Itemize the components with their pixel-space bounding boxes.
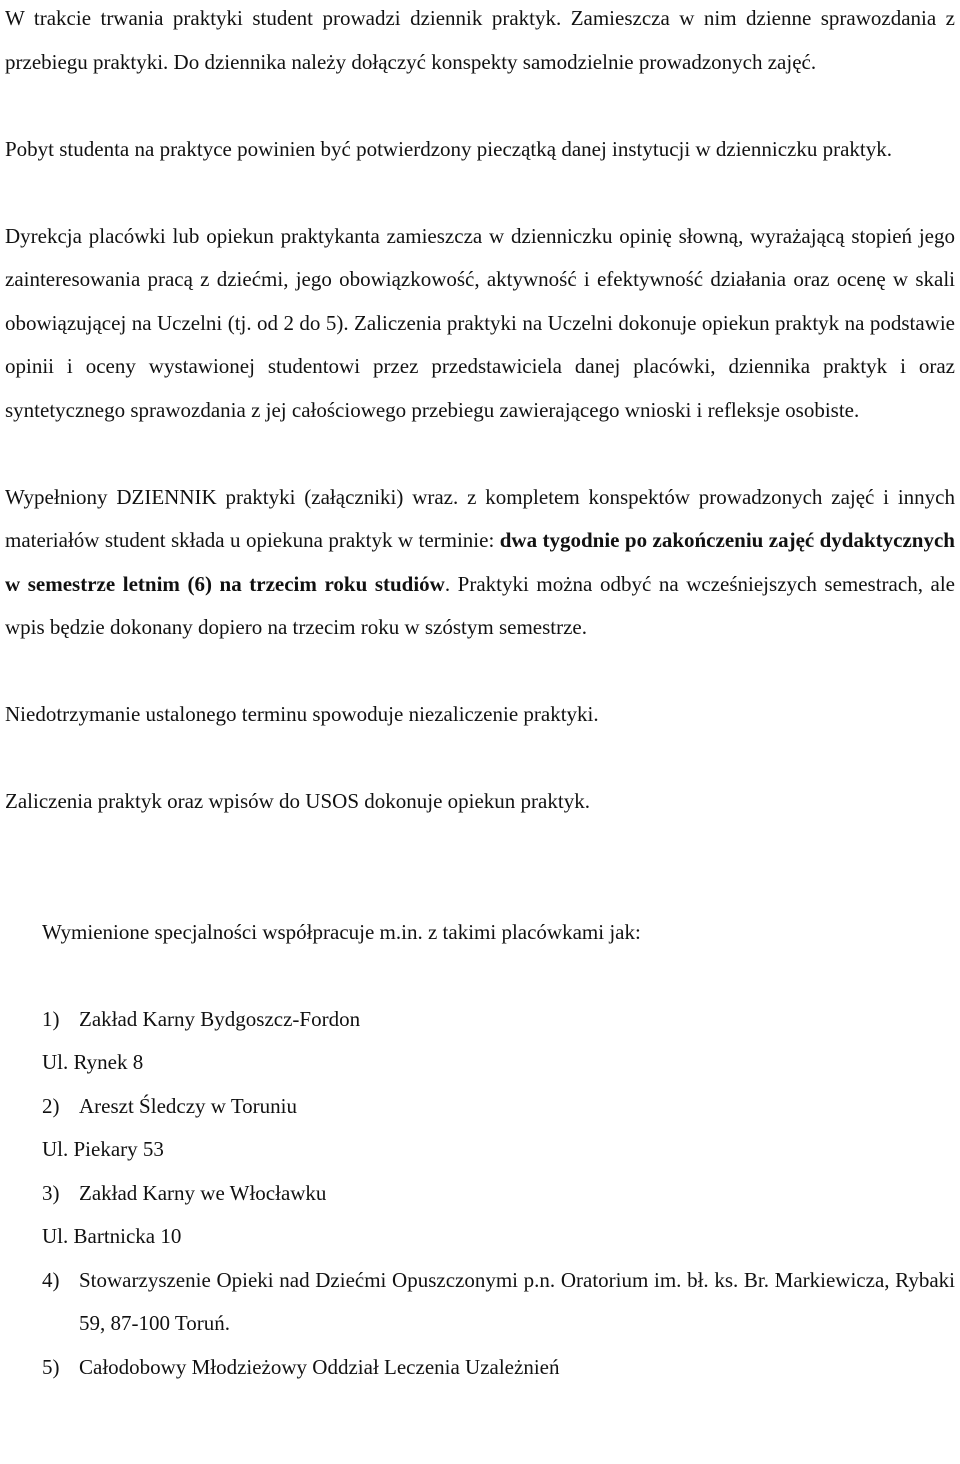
paragraph-usos: Zaliczenia praktyk oraz wpisów do USOS dokonuje opiekun praktyk.: [5, 789, 590, 813]
paragraph-journal: W trakcie trwania praktyki student prowadzi dziennik praktyk. Zamieszcza w nim dzienne sprawozdania z przebiegu praktyki. Do dziennika należy dołączyć konspekty samodzielnie prowadzonych zajęć.: [5, 6, 955, 74]
list-item: [5, 1172, 955, 1216]
deadline-bold-text: dwa tygodnie po zakończeniu zajęć dydaktycznych w semestrze letnim (6) na trzecim roku studiów: [5, 528, 955, 596]
spacer: [5, 171, 955, 215]
list-item-name: Całodobowy Młodzieżowy Oddział Leczenia Uzależnień: [79, 1354, 560, 1379]
list-item: [5, 1085, 955, 1129]
list-item-name: Zakład Karny we Włocławku: [79, 1180, 327, 1205]
spacer: [5, 954, 955, 998]
document-page: [5, 0, 955, 1389]
spacer: [5, 84, 955, 128]
list-item-name: Stowarzyszenie Opieki nad Dziećmi Opuszczonymi p.n. Oratorium im. bł. ks. Br. Markiewicza, Rybaki 59, 87-100 Toruń.: [79, 1267, 955, 1335]
list-item-name: Areszt Śledczy w Toruniu: [79, 1093, 298, 1118]
list-item-address: Ul. Rynek 8: [42, 1050, 144, 1074]
deadline-text-before: Wypełniony DZIENNIK praktyki (załączniki) wraz. z kompletem konspektów prowadzonych zajęć i innych materiałów student składa u opiekuna praktyk w terminie:: [5, 484, 955, 552]
list-item-name: Zakład Karny Bydgoszcz-Fordon: [79, 1006, 361, 1031]
list-item-number: 2): [42, 1093, 60, 1118]
list-item: [5, 1346, 955, 1390]
spacer: [5, 737, 955, 781]
list-item-number: 5): [42, 1354, 60, 1379]
list-item: [5, 1259, 955, 1346]
paragraph-opinion: Dyrekcja placówki lub opiekun praktykanta zamieszcza w dzienniczku opinię słowną, wyrażającą stopień jego zainteresowania pracą z dziećmi, jego obowiązkowość, aktywność i efektywność działania oraz ocenę w skali obowiązującej na Uczelni (tj. od 2 do 5). Zaliczenia praktyki na Uczelni dokonuje opiekun praktyk na podstawie opinii i oceny wystawionej studentowi przez przedstawiciela danej placówki, dziennika praktyk i oraz syntetycznego sprawozdania z jej całościowego przebiegu zawierającego wnioski i refleksje osobiste.: [5, 223, 955, 422]
list-item-address: Ul. Piekary 53: [42, 1137, 164, 1161]
list-item-number: 1): [42, 1006, 60, 1031]
institutions-intro: Wymienione specjalności współpracuje m.in. z takimi placówkami jak:: [42, 919, 641, 944]
deadline-text-after: . Praktyki można odbyć na wcześniejszych semestrach, ale wpis będzie dokonany dopiero na trzecim roku w szóstym semestrze.: [5, 571, 955, 639]
list-item-number: 3): [42, 1180, 60, 1205]
list-item-number: 4): [42, 1267, 60, 1292]
spacer: [5, 824, 955, 911]
paragraph-stamp: Pobyt studenta na praktyce powinien być potwierdzony pieczątką danej instytucji w dzienniczku praktyk.: [5, 136, 892, 161]
paragraph-deadline: [5, 476, 955, 650]
institutions-list: [5, 998, 955, 1390]
spacer: [5, 432, 955, 476]
spacer: [5, 650, 955, 694]
list-item-address: Ul. Bartnicka 10: [42, 1224, 182, 1248]
list-item: [5, 998, 955, 1042]
paragraph-missed-deadline: Niedotrzymanie ustalonego terminu spowoduje niezaliczenie praktyki.: [5, 702, 599, 726]
